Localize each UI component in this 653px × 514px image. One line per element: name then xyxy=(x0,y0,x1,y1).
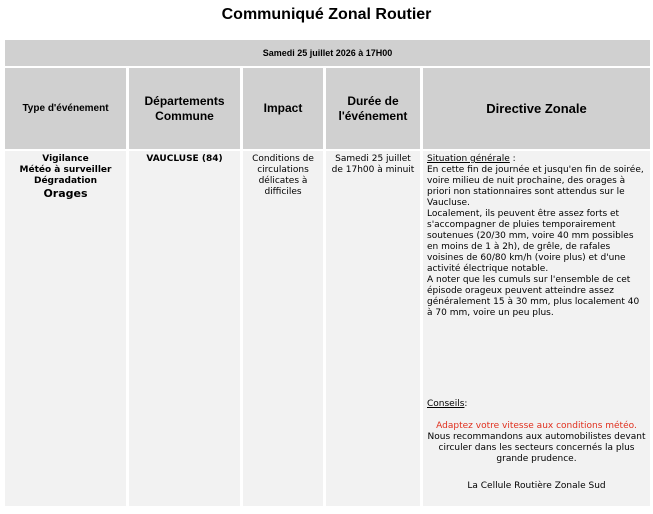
situation-colon: : xyxy=(509,154,516,164)
departement-name: VAUCLUSE (84) xyxy=(146,154,223,164)
signature: La Cellule Routière Zonale Sud xyxy=(467,481,606,491)
header-directive xyxy=(423,68,650,149)
directive-paragraph-3: A noter que les cumuls sur l'ensemble de cet épisode orageux peuvent atteindre assez généralement 15 à 30 mm, plus localement 40 à 70 mm, voire un peu plus. xyxy=(427,275,640,318)
header-duree-line1: Durée de xyxy=(347,93,399,108)
header-type xyxy=(5,68,126,149)
advice-speed: Adaptez votre vitesse aux conditions météo. xyxy=(436,421,637,431)
cell-directive xyxy=(423,151,650,506)
header-impact xyxy=(243,68,323,149)
header-type-label: Type d'événement xyxy=(22,103,109,114)
type-line-meteo: Météo à surveiller xyxy=(19,165,112,175)
cell-duree xyxy=(326,151,420,506)
directive-paragraph-1: En cette fin de journée et jusqu'en fin de soirée, voire milieu de nuit prochaine, des orages à priori non stationnaires sont attendus sur le Vaucluse. xyxy=(427,165,644,208)
conseils-heading xyxy=(427,399,646,410)
header-directive-label: Directive Zonale xyxy=(486,101,587,116)
type-line-orages: Orages xyxy=(43,187,88,200)
header-duree-line2: l'événement xyxy=(338,108,408,123)
header-impact-label: Impact xyxy=(263,101,303,115)
cell-type xyxy=(5,151,126,506)
impact-text: Conditions de circulations délicates à difficiles xyxy=(252,154,314,197)
cell-departement xyxy=(129,151,240,506)
type-line-degradation: Dégradation xyxy=(33,176,98,186)
date-bar: Samedi 25 juillet 2026 à 17H00 xyxy=(5,40,650,66)
directive-paragraph-2: Localement, ils peuvent être assez forts et s'accompagner de pluies temporairement soutenues (20/30 mm, voire 40 mm possibles en moins de 1 à 2h), de grêle, de rafales voisines de 60/80 km/h (voire plus) et d'une activité électrique notable. xyxy=(427,209,634,274)
header-departements xyxy=(129,68,240,149)
conseils-colon: : xyxy=(464,399,468,409)
header-duree xyxy=(326,68,420,149)
situation-heading xyxy=(427,154,646,165)
cell-impact xyxy=(243,151,323,506)
type-line-vigilance: Vigilance xyxy=(42,154,89,164)
duree-text: Samedi 25 juillet de 17h00 à minuit xyxy=(331,154,415,175)
advice-prudence: Nous recommandons aux automobilistes devant circuler dans les secteurs concernés la plus grande prudence. xyxy=(427,432,646,464)
header-departements-line2: Commune xyxy=(155,108,214,123)
conseils-label: Conseils xyxy=(427,399,465,409)
header-departements-line1: Départements xyxy=(144,93,225,108)
situation-label: Situation générale xyxy=(427,154,510,164)
page-title: Communiqué Zonal Routier xyxy=(221,6,432,23)
